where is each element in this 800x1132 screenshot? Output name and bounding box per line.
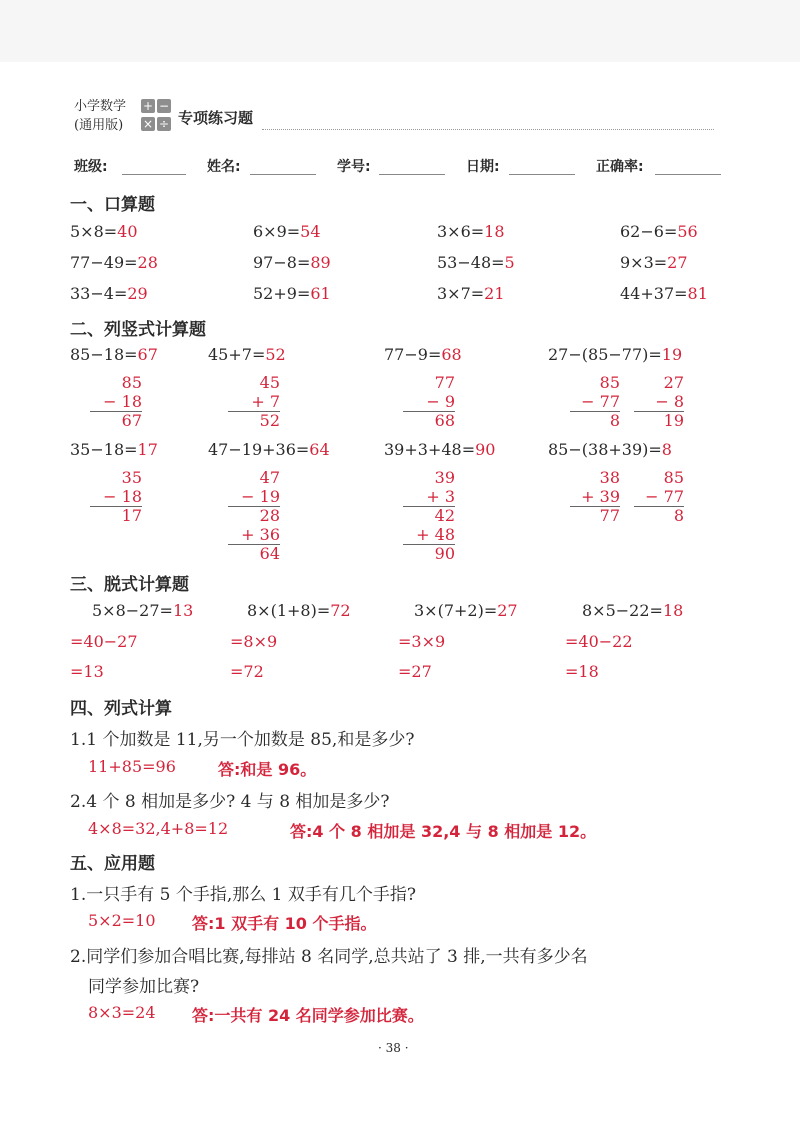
answer-calc: 4×8=32,4+8=12 — [88, 819, 229, 838]
subject-label: 小学数学 — [74, 99, 127, 114]
vertical-problem: 27−(85−77)=19 — [548, 345, 683, 364]
sum-line — [403, 506, 455, 507]
section5-title: 五、应用题 — [70, 854, 155, 874]
section3-title: 三、脱式计算题 — [70, 575, 189, 595]
date-field-label: 日期: — [466, 159, 500, 175]
sum-line — [634, 506, 684, 507]
vertical-problem: 45+7=52 — [208, 345, 286, 364]
oral-problem: 3×6=18 — [437, 222, 505, 241]
sum-line — [228, 411, 280, 412]
name-field-label: 姓名: — [207, 159, 241, 175]
step-line: =40−27 — [70, 632, 138, 651]
name-field-blank — [250, 174, 316, 175]
date-field-blank — [509, 174, 575, 175]
student-id-field-blank — [379, 174, 445, 175]
header-divider — [262, 129, 714, 130]
section4-title: 四、列式计算 — [70, 699, 172, 719]
edition-label: (通用版) — [74, 118, 124, 133]
sum-line — [570, 506, 620, 507]
vertical-work: 39 + 3 42 + 48 90 — [416, 468, 455, 563]
stepwise-problem: 8×(1+8)=72 — [247, 601, 351, 620]
top-band — [0, 0, 800, 62]
oral-problem: 5×8=40 — [70, 222, 138, 241]
oral-problem: 97−8=89 — [253, 253, 331, 272]
step-line: =40−22 — [565, 632, 633, 651]
worksheet-title: 专项练习题 — [178, 109, 254, 127]
minus-icon: − — [158, 99, 170, 113]
oral-problem: 9×3=27 — [620, 253, 688, 272]
multiply-icon: × — [142, 117, 154, 131]
section2-title: 二、列竖式计算题 — [70, 320, 206, 340]
answer-calc: 8×3=24 — [88, 1003, 156, 1022]
step-line: =27 — [398, 662, 432, 681]
vertical-work: 77 − 9 68 — [426, 373, 455, 430]
step-line: =72 — [230, 662, 264, 681]
vertical-problem: 85−18=67 — [70, 345, 158, 364]
answer-calc: 11+85=96 — [88, 757, 176, 776]
answer-text: 答:和是 96。 — [218, 760, 317, 779]
class-field-blank — [122, 174, 186, 175]
vertical-work: 45 + 7 52 — [251, 373, 280, 430]
vertical-work: 85 − 77 8 — [645, 468, 684, 525]
class-field-label: 班级: — [74, 159, 108, 175]
question-text: 2.4 个 8 相加是多少? 4 与 8 相加是多少? — [70, 792, 390, 812]
oral-problem: 77−49=28 — [70, 253, 158, 272]
oral-problem: 53−48=5 — [437, 253, 515, 272]
stepwise-problem: 3×(7+2)=27 — [414, 601, 518, 620]
section1-title: 一、口算题 — [70, 195, 155, 215]
oral-problem: 44+37=81 — [620, 284, 708, 303]
question-text: 同学参加比赛? — [88, 977, 200, 997]
stepwise-problem: 8×5−22=18 — [582, 601, 684, 620]
vertical-problem: 77−9=68 — [384, 345, 462, 364]
oral-problem: 62−6=56 — [620, 222, 698, 241]
sum-line — [634, 411, 684, 412]
student-id-field-label: 学号: — [337, 159, 371, 175]
oral-problem: 52+9=61 — [253, 284, 331, 303]
divide-icon: ÷ — [158, 117, 170, 131]
sum-line — [90, 506, 142, 507]
vertical-work: 27 − 8 19 — [655, 373, 684, 430]
vertical-work: 38 + 39 77 — [581, 468, 620, 525]
question-text: 1.一只手有 5 个手指,那么 1 双手有几个手指? — [70, 885, 416, 905]
sum-line — [403, 544, 455, 545]
sum-line — [403, 411, 455, 412]
answer-calc: 5×2=10 — [88, 911, 156, 930]
answer-text: 答:1 双手有 10 个手指。 — [192, 914, 377, 933]
accuracy-field-label: 正确率: — [596, 159, 644, 175]
vertical-problem: 35−18=17 — [70, 440, 158, 459]
vertical-work: 85 − 18 67 — [103, 373, 142, 430]
sum-line — [228, 544, 280, 545]
oral-problem: 33−4=29 — [70, 284, 148, 303]
plus-icon: + — [142, 99, 154, 113]
accuracy-field-blank — [655, 174, 721, 175]
vertical-work: 85 − 77 8 — [581, 373, 620, 430]
sum-line — [90, 411, 142, 412]
page-number: · 38 · — [378, 1041, 409, 1055]
step-line: =18 — [565, 662, 599, 681]
step-line: =13 — [70, 662, 104, 681]
question-text: 2.同学们参加合唱比赛,每排站 8 名同学,总共站了 3 排,一共有多少名 — [70, 947, 588, 967]
answer-text: 答:一共有 24 名同学参加比赛。 — [192, 1006, 424, 1025]
vertical-problem: 85−(38+39)=8 — [548, 440, 672, 459]
sum-line — [570, 411, 620, 412]
step-line: =3×9 — [398, 632, 446, 651]
question-text: 1.1 个加数是 11,另一个加数是 85,和是多少? — [70, 730, 415, 750]
answer-text: 答:4 个 8 相加是 32,4 与 8 相加是 12。 — [290, 822, 597, 841]
oral-problem: 6×9=54 — [253, 222, 321, 241]
stepwise-problem: 5×8−27=13 — [92, 601, 194, 620]
sum-line — [228, 506, 280, 507]
step-line: =8×9 — [230, 632, 278, 651]
vertical-problem: 39+3+48=90 — [384, 440, 496, 459]
vertical-work: 47 − 19 28 + 36 64 — [241, 468, 280, 563]
vertical-problem: 47−19+36=64 — [208, 440, 330, 459]
oral-problem: 3×7=21 — [437, 284, 505, 303]
vertical-work: 35 − 18 17 — [103, 468, 142, 525]
